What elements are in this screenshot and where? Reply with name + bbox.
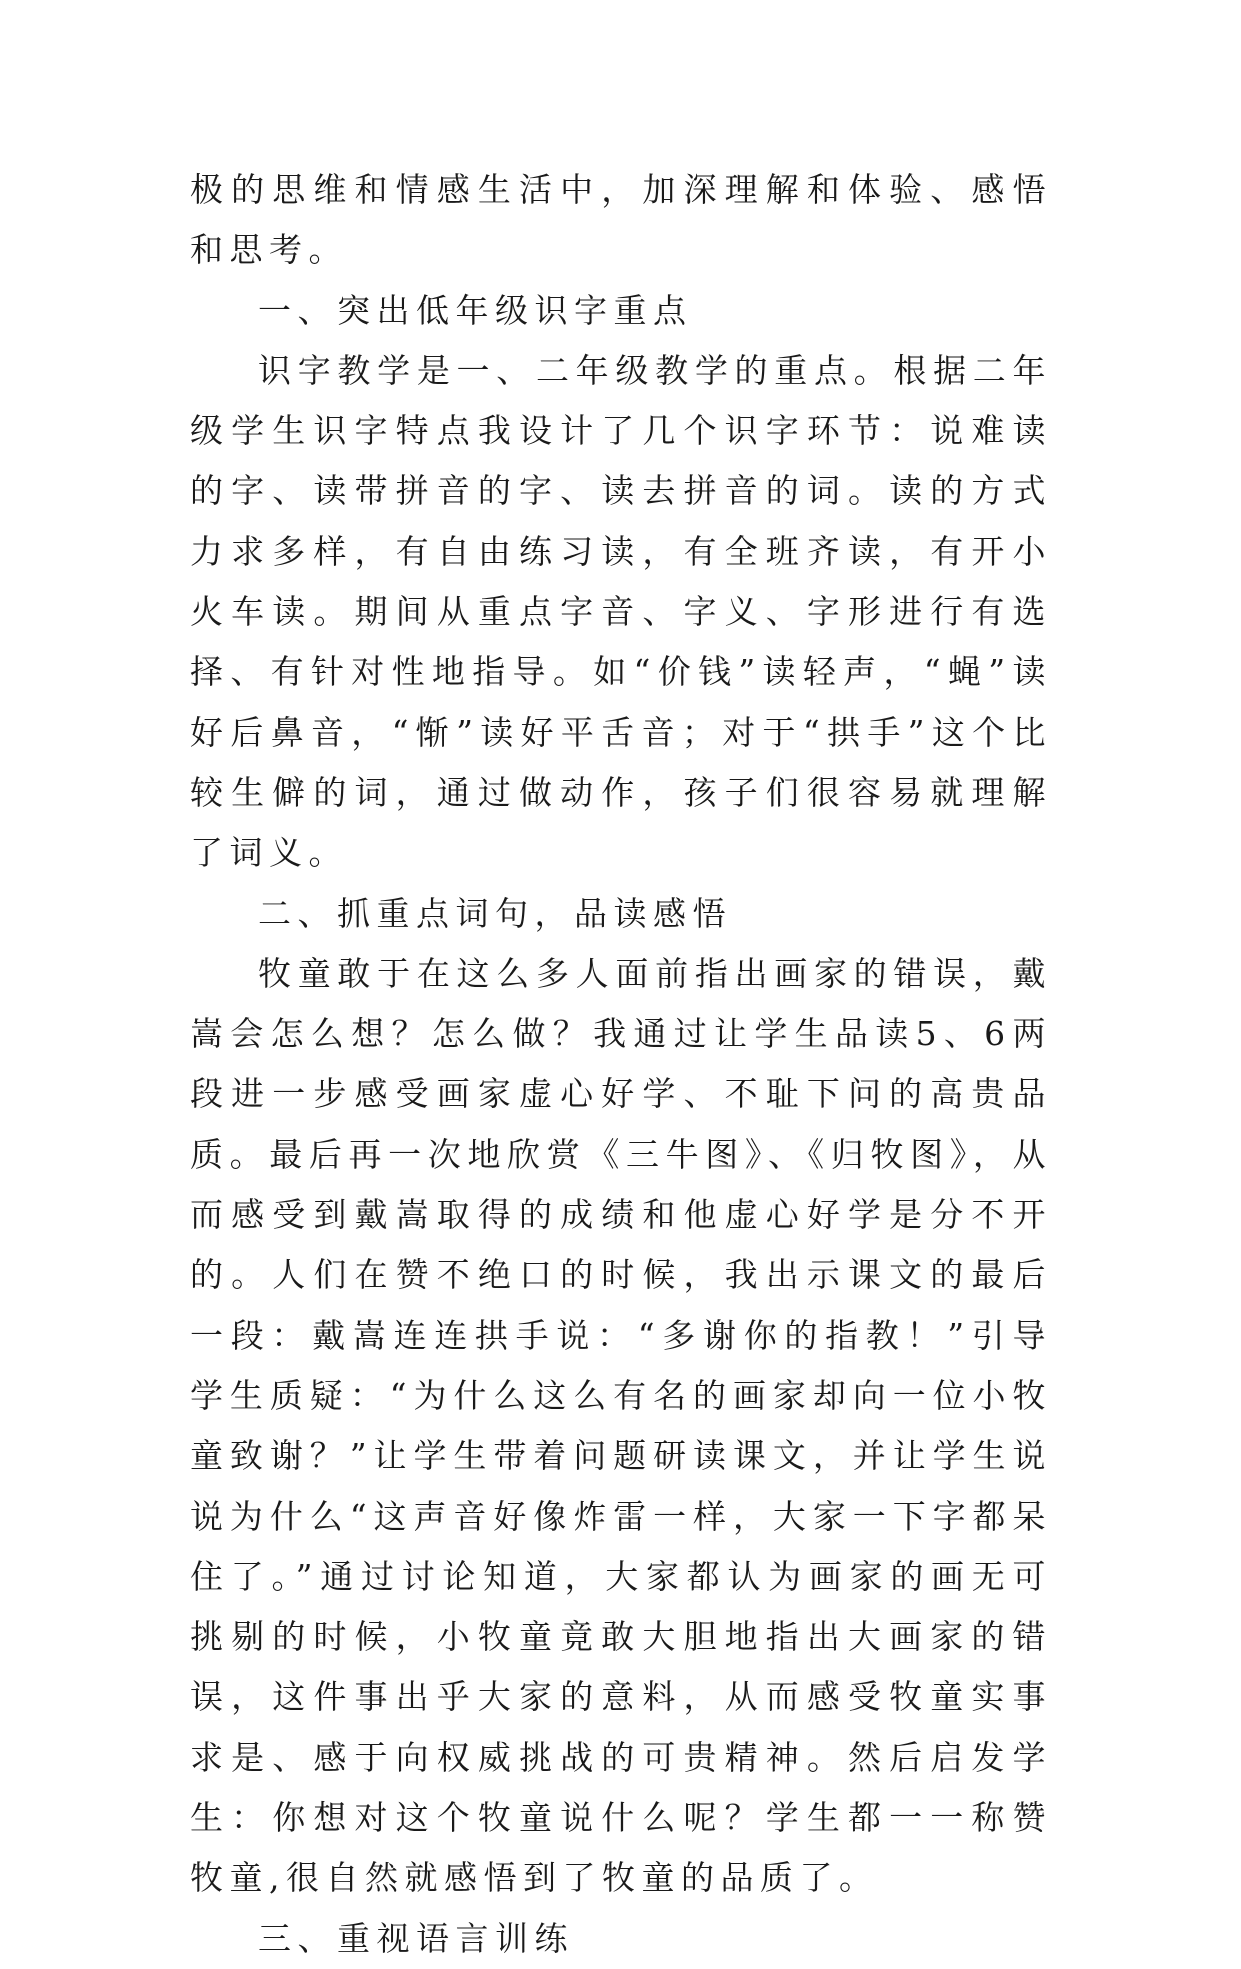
section-heading-1: 一、突出低年级识字重点 [258,290,693,330]
paragraph-key-sentences: 牧童敢于在这么多人面前指出画家的错误，戴嵩会怎么想？怎么做？我通过让学生品读5、6两段进一步感受画家虚心好学、不耻下问的高贵品质。最后再一次地欣赏《三牛图》、《归牧图》，从而感受到戴嵩取得的成绩和他虚心好学是分不开的。人们在赞不绝口的时候，我出示课文的最后一段：戴嵩连连拱手说：“多谢你的指教！”引导学生质疑：“为什么这么有名的画家却向一位小牧童致谢？”让学生带着问题研读课文，并让学生说说为什么“这声音好像炸雷一样，大家一下字都呆住了。”通过讨论知道，大家都认为画家的画无可挑剔的时候，小牧童竟敢大胆地指出大画家的错误，这件事出乎大家的意料，从而感受牧童实事求是、感于向权威挑战的可贵精神。然后启发学生：你想对这个牧童说什么呢？学生都一一称赞牧童,很自然就感悟到了牧童的品质了。 [190,953,1052,1898]
paragraph-literacy: 识字教学是一、二年级教学的重点。根据二年级学生识字特点我设计了几个识字环节：说难读的字、读带拼音的字、读去拼音的词。读的方式力求多样，有自由练习读，有全班齐读，有开小火车读。期间从重点字音、字义、字形进行有选择、有针对性地指导。如“价钱”读轻声，“蝇”读好后鼻音，“惭”读好平舌音；对于“拱手”这个比较生僻的词，通过做动作，孩子们很容易就理解了词义。 [190,350,1052,873]
section-heading-3: 三、重视语言训练 [258,1918,574,1958]
document-body [190,160,1052,1969]
paragraph-continuation: 极的思维和情感生活中，加深理解和体验、感悟和思考。 [190,170,1052,270]
section-heading-2: 二、抓重点词句，品读感悟 [258,893,732,933]
